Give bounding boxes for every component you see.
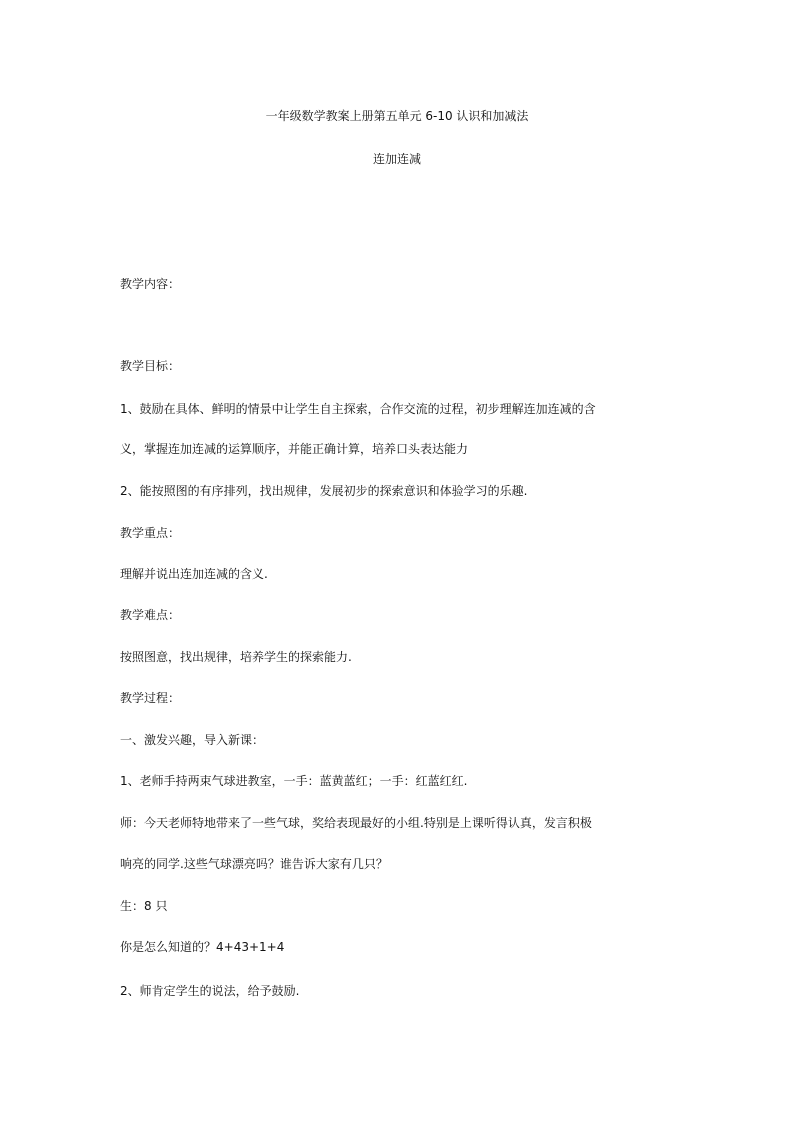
difficult-point-text: 按照图意，找出规律，培养学生的探索能力.	[120, 650, 352, 664]
student-answer: 生：8 只	[120, 899, 168, 913]
goal-2: 2、能按照图的有序排列，找出规律，发展初步的探索意识和体验学习的乐趣.	[120, 484, 528, 498]
document-title: 一年级数学教案上册第五单元 6-10 认识和加减法	[265, 109, 529, 123]
goal-1-line-1: 1、鼓励在具体、鲜明的情景中让学生自主探索，合作交流的过程，初步理解连加连减的含	[120, 402, 596, 416]
goal-1-line-2: 义，掌握连加连减的运算顺序，并能正确计算，培养口头表达能力	[120, 442, 469, 456]
key-points-heading: 教学重点：	[120, 526, 181, 540]
teaching-goals-heading: 教学目标：	[120, 359, 181, 373]
teaching-process-heading: 教学过程：	[120, 691, 181, 705]
teacher-speech-line-2: 响亮的同学.这些气球漂亮吗？谁告诉大家有几只？	[120, 857, 388, 871]
key-point-text: 理解并说出连加连减的含义.	[120, 567, 268, 581]
process-step-1-item-1: 1、老师手持两束气球进教室，一手：蓝黄蓝红；一手：红蓝红红.	[120, 774, 468, 788]
teaching-content-heading: 教学内容：	[120, 277, 181, 291]
follow-up-question: 你是怎么知道的？4+43+1+4	[120, 940, 285, 954]
document-subtitle: 连加连减	[372, 152, 421, 166]
process-step-1-heading: 一、激发兴趣，导入新课：	[120, 733, 265, 747]
process-step-1-item-2: 2、师肯定学生的说法，给予鼓励.	[120, 984, 300, 998]
teacher-speech-line-1: 师：今天老师特地带来了一些气球，奖给表现最好的小组.特别是上课听得认真，发言积极	[120, 816, 592, 830]
difficult-points-heading: 教学难点：	[120, 608, 181, 622]
